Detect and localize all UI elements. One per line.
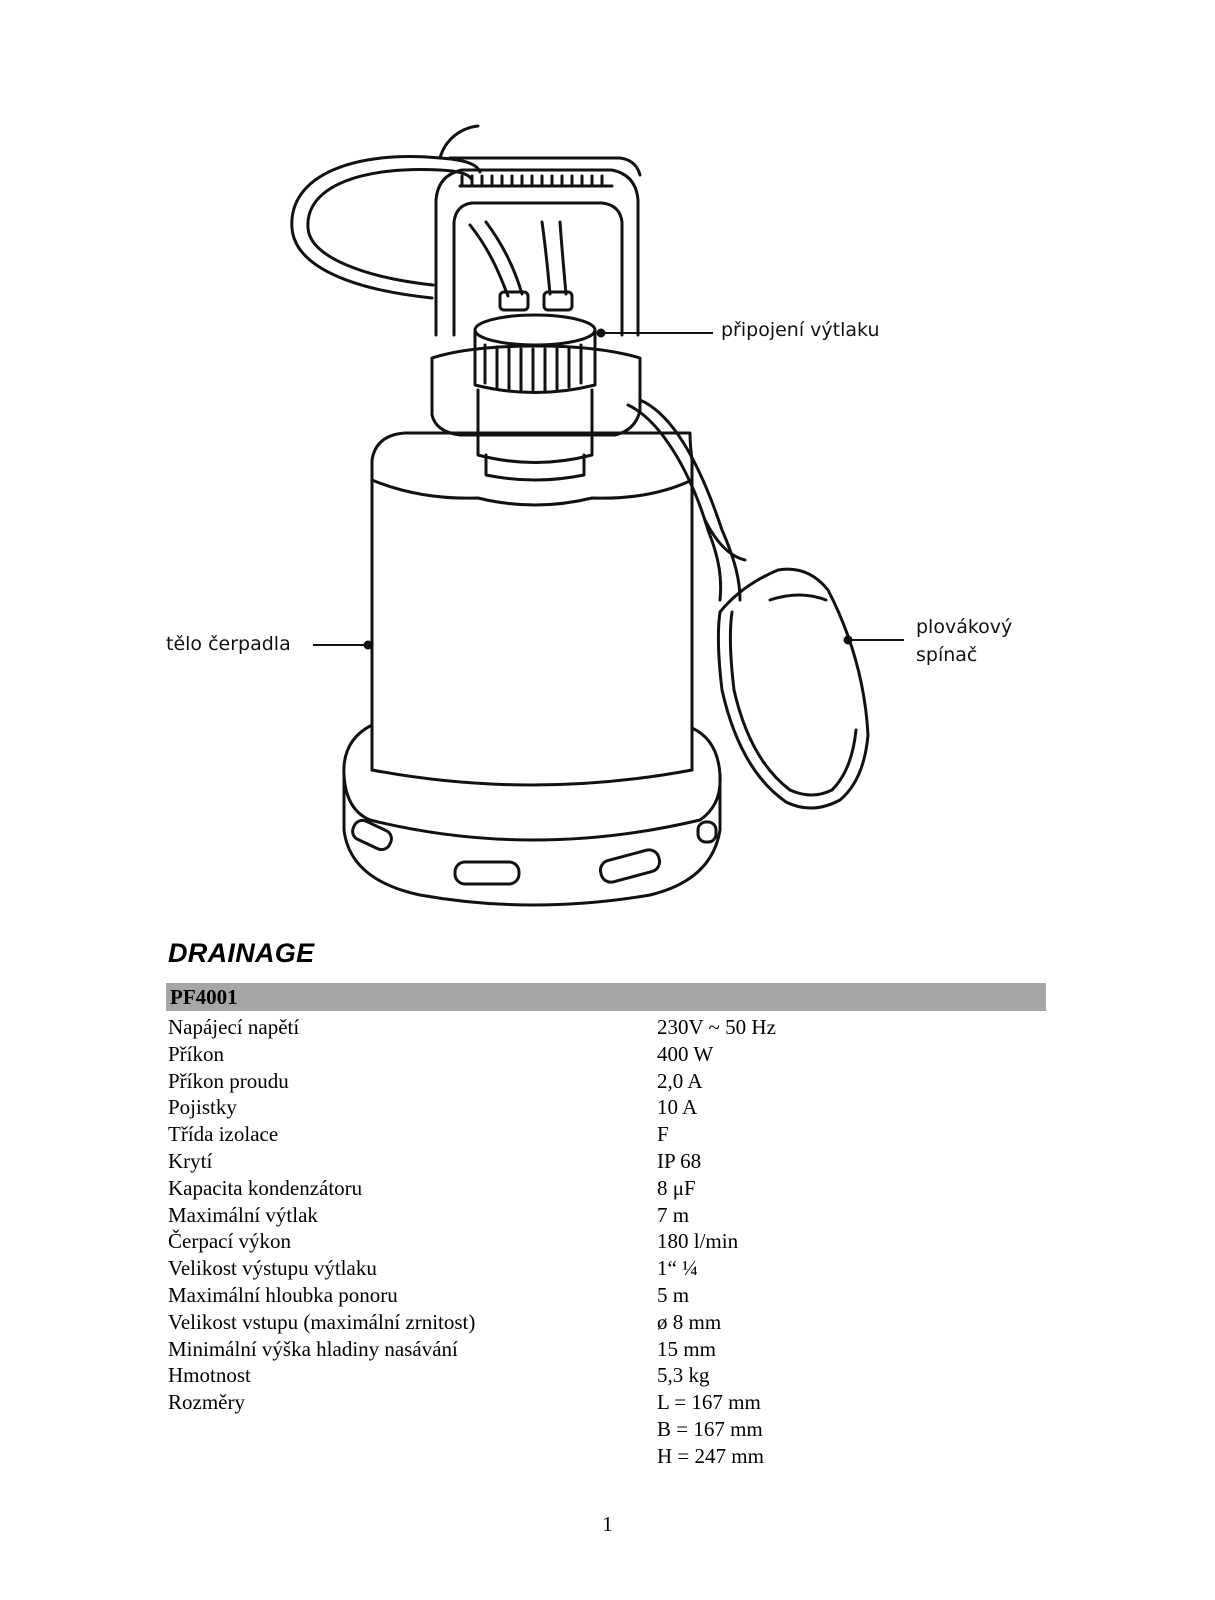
spec-row: [168, 1228, 1048, 1255]
spec-row: [168, 1255, 1048, 1282]
spec-row: [168, 1148, 1048, 1175]
spec-value: 180 l/min: [657, 1229, 739, 1254]
spec-row: [168, 1443, 1048, 1470]
spec-label: Hmotnost: [168, 1363, 251, 1388]
spec-value: 7 m: [657, 1202, 690, 1227]
callout-float-switch: [916, 613, 1012, 669]
spec-label: Velikost výstupu výtlaku: [168, 1256, 377, 1281]
section-title: DRAINAGE: [168, 938, 315, 968]
spec-label: Maximální hloubka ponoru: [168, 1282, 398, 1307]
spec-label: Pojistky: [168, 1095, 237, 1120]
spec-value: 2,0 A: [657, 1068, 703, 1093]
spec-row: [168, 1175, 1048, 1202]
callout-discharge-connection: připojení výtlaku: [721, 319, 880, 341]
spec-row: [168, 1362, 1048, 1389]
power-cable: [292, 126, 480, 298]
spec-row: [168, 1309, 1048, 1336]
page-number: 1: [602, 1512, 613, 1536]
spec-value: 5,3 kg: [657, 1363, 710, 1388]
spec-label: Třída izolace: [168, 1122, 279, 1147]
discharge-connector: [475, 315, 595, 480]
spec-row: [168, 1282, 1048, 1309]
spec-row: [168, 1336, 1048, 1363]
spec-label: Velikost vstupu (maximální zrnitost): [168, 1309, 476, 1334]
spec-label: Napájecí napětí: [168, 1015, 300, 1039]
spec-label: Krytí: [168, 1148, 213, 1173]
spec-value: ø 8 mm: [657, 1309, 722, 1334]
spec-row: [168, 1416, 1048, 1443]
float-switch: [718, 569, 868, 808]
spec-row: [168, 1041, 1048, 1068]
spec-value: 10 A: [657, 1095, 698, 1120]
spec-value: H = 247 mm: [657, 1443, 764, 1468]
model-header: PF4001: [166, 983, 1046, 1011]
spec-row: [168, 1014, 1048, 1041]
spec-row: [168, 1121, 1048, 1148]
spec-row: [168, 1094, 1048, 1121]
spec-label: Minimální výška hladiny nasávání: [168, 1336, 458, 1361]
spec-row: [168, 1389, 1048, 1416]
spec-label: Příkon: [168, 1041, 225, 1066]
callout-pump-body: tělo čerpadla: [166, 633, 291, 655]
spec-label: Maximální výtlak: [168, 1202, 318, 1227]
callout-float-switch-line2: spínač: [916, 644, 978, 666]
pump-body: [372, 433, 692, 785]
pump-base: [344, 725, 720, 905]
spec-value: 5 m: [657, 1282, 690, 1307]
spec-table: [168, 1014, 1048, 1470]
spec-value: 8 μF: [657, 1175, 696, 1200]
spec-value: 1“ ¼: [657, 1256, 698, 1281]
spec-value: L = 167 mm: [657, 1390, 761, 1415]
spec-row: [168, 1068, 1048, 1095]
spec-label: Kapacita kondenzátoru: [168, 1175, 363, 1200]
spec-value: 15 mm: [657, 1336, 716, 1361]
spec-label: Příkon proudu: [168, 1068, 289, 1093]
spec-value: 230V ~ 50 Hz: [657, 1015, 776, 1039]
carry-handle: [436, 158, 640, 335]
spec-row: [168, 1202, 1048, 1229]
spec-value: 400 W: [657, 1041, 714, 1066]
spec-value: B = 167 mm: [657, 1416, 763, 1441]
callout-float-switch-line1: plovákový: [916, 616, 1013, 638]
spec-value: F: [657, 1122, 669, 1147]
spec-label: Čerpací výkon: [168, 1229, 292, 1254]
spec-value: IP 68: [657, 1148, 702, 1173]
spec-label: Rozměry: [168, 1390, 245, 1415]
